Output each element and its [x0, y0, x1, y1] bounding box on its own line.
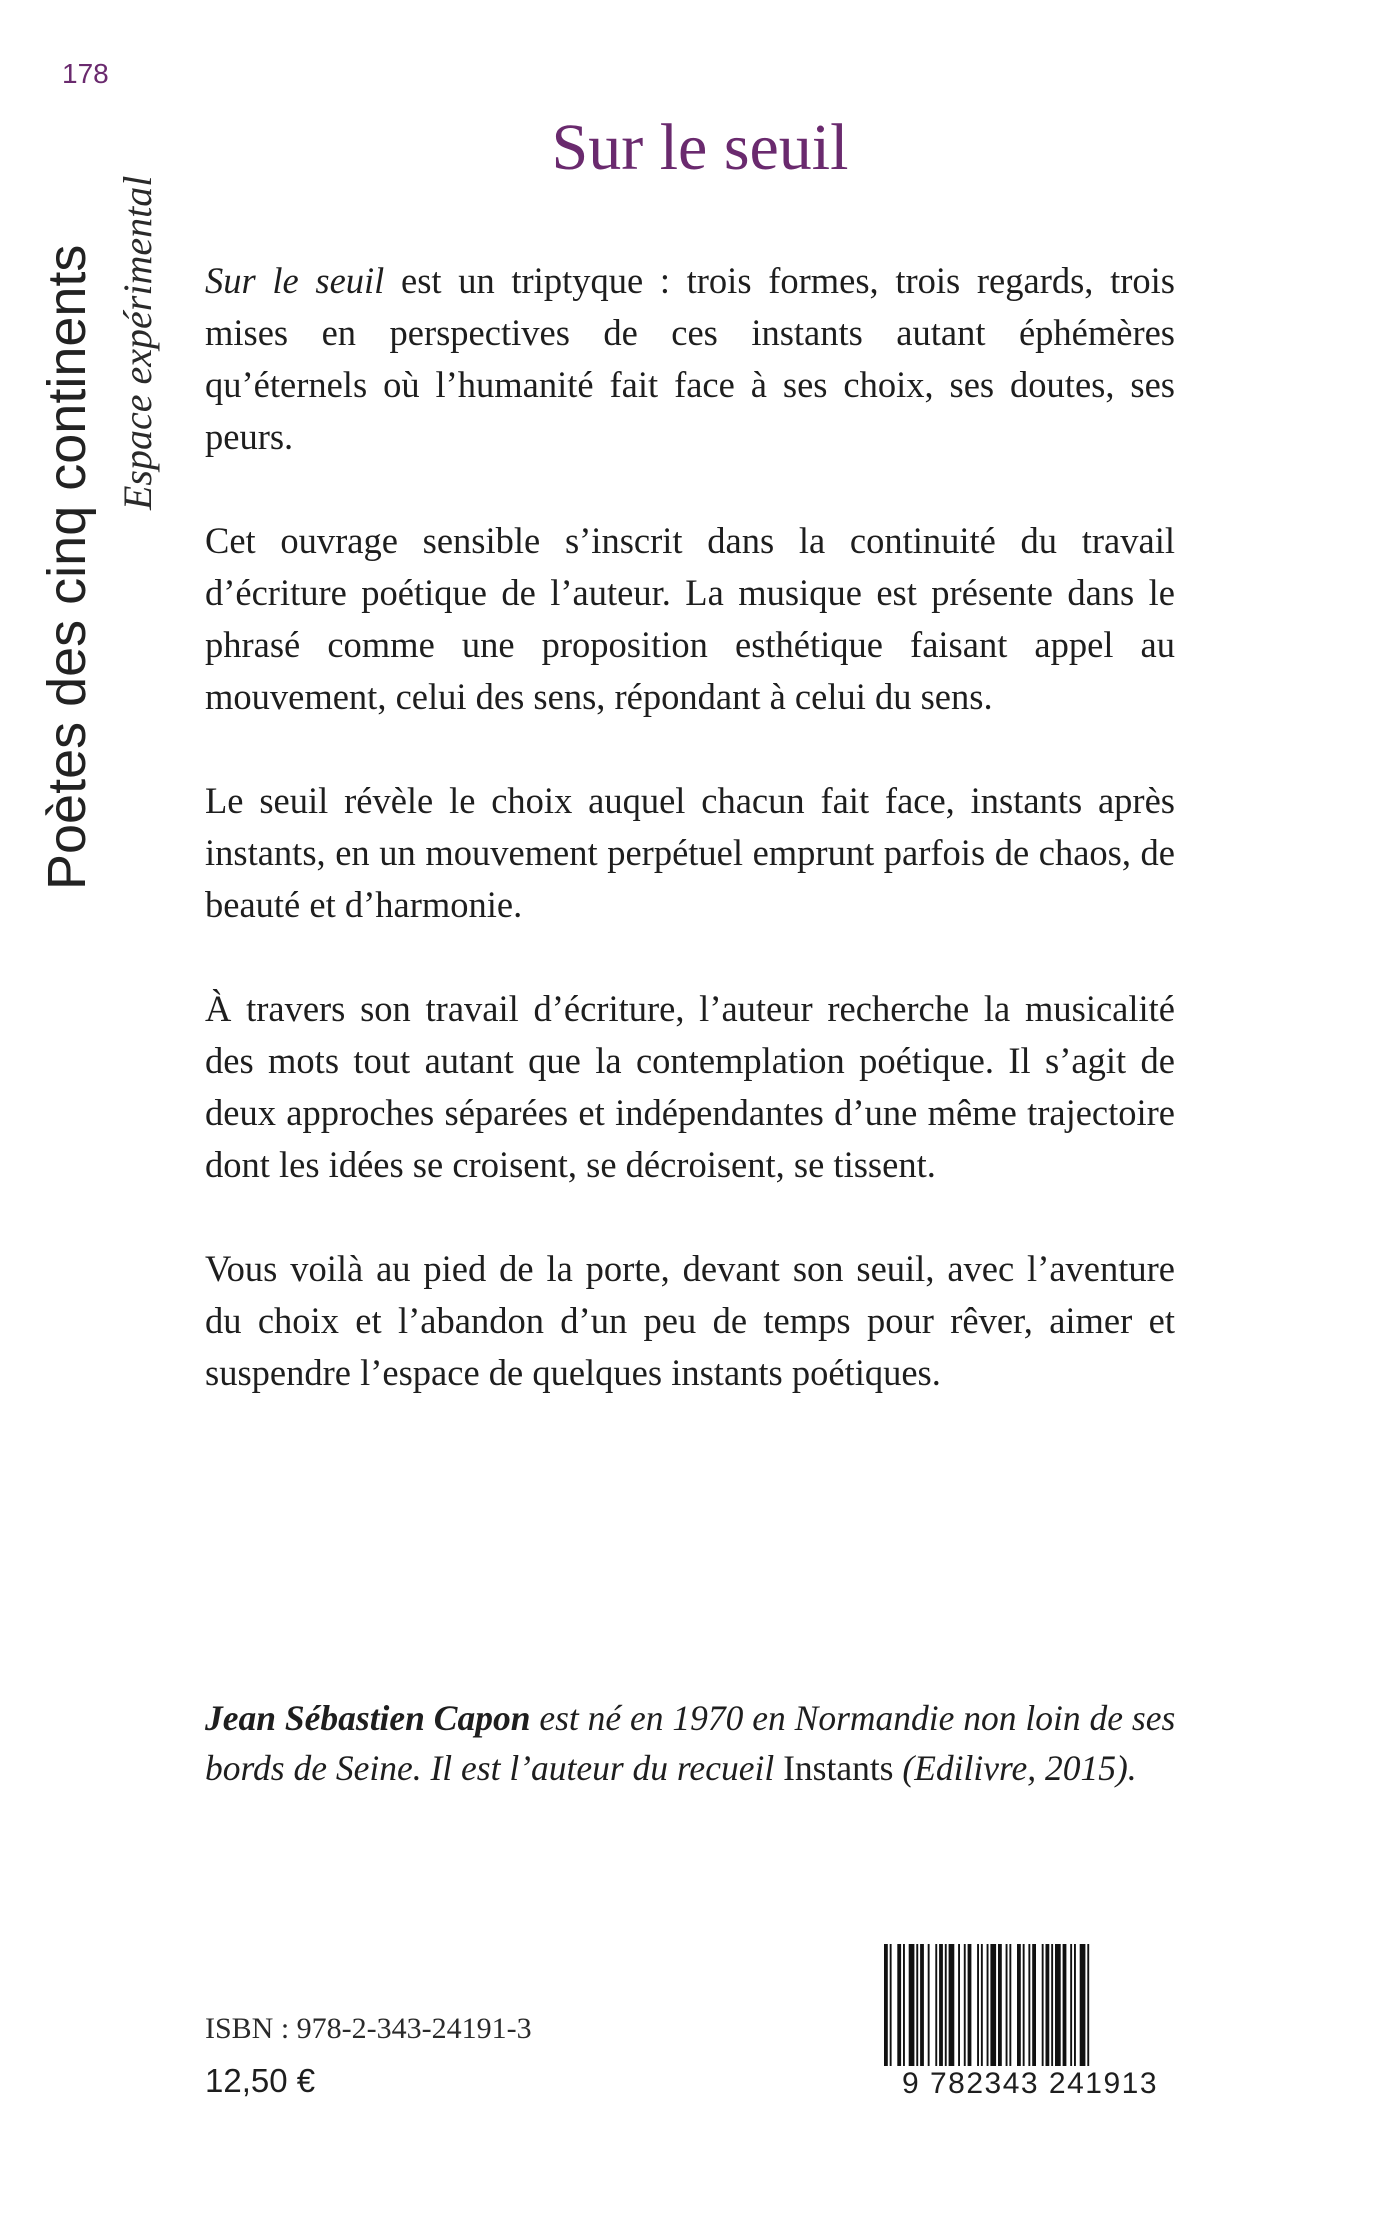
bio-book-title: Instants [783, 1748, 894, 1788]
barcode-bar [981, 1944, 983, 2068]
barcode-bar [964, 1944, 966, 2068]
barcode-bar [987, 1944, 989, 2084]
blurb [205, 255, 1175, 1451]
barcode-bar [1055, 1944, 1061, 2068]
barcode-bar [897, 1944, 901, 2068]
barcode-bar [1042, 1944, 1044, 2068]
paragraph-text: est un triptyque : trois formes, trois regards, trois mises en perspectives de ces instants autant éphémères qu’éternels où l’humanité fait face à ses choix, ses doutes, ses peurs. [205, 260, 1175, 457]
barcode-bar [1009, 1944, 1011, 2068]
barcode-bar [945, 1944, 947, 2068]
title-reference: Sur le seuil [205, 260, 385, 301]
isbn: ISBN : 978-2-343-24191-3 [205, 2012, 532, 2045]
barcode-bar [909, 1944, 915, 2068]
barcode-bar [958, 1944, 960, 2068]
barcode-bar [949, 1944, 955, 2068]
barcode-bar [939, 1944, 943, 2068]
barcode-bar [916, 1944, 918, 2068]
barcode-bar [1070, 1944, 1072, 2068]
bio-text-2: (Edilivre, 2015). [893, 1748, 1137, 1788]
barcode-bar [968, 1944, 972, 2068]
series-title: Poètes des cinq continents [37, 244, 97, 890]
blurb-paragraph-1 [205, 255, 1175, 463]
barcode-bar [998, 1944, 1002, 2068]
barcode-bar [935, 1944, 937, 2068]
page-number: 178 [62, 58, 109, 89]
barcode-bar [1017, 1944, 1021, 2068]
blurb-paragraph-2: Cet ouvrage sensible s’inscrit dans la continuité du travail d’écriture poétique de l’auteur. La musique est présente dans le phrasé comme une proposition esthétique faisant appel au mouvement, celui des sens, répondant à celui du sens. [205, 520, 1175, 717]
barcode-bar [1074, 1944, 1076, 2068]
price: 12,50 € [205, 2062, 316, 2099]
barcode-number: 9 782343 241913 [880, 2066, 1180, 2102]
book-title: Sur le seuil [551, 111, 849, 184]
barcode-bar [1023, 1944, 1025, 2068]
barcode-bar [990, 1944, 996, 2084]
barcode-bar [1087, 1944, 1089, 2084]
blurb-paragraph-4: À travers son travail d’écriture, l’auteur recherche la musicalité des mots tout autant que la contemplation poétique. Il s’agit de deux approches séparées et indépendantes d’une même trajectoire dont les idées se croisent, se décroisent, se tissent. [205, 988, 1175, 1185]
barcode-bar [920, 1944, 924, 2068]
bio-text-1: est né en 1970 en Normandie non loin de ses bords de Seine. Il est l’auteur du recueil [205, 1698, 1176, 1788]
barcode-bar [890, 1944, 892, 2084]
barcode-bar [903, 1944, 905, 2068]
author-name: Jean Sébastien Capon [205, 1698, 531, 1738]
barcode-bar [1032, 1944, 1036, 2068]
blurb-paragraph-3: Le seuil révèle le choix auquel chacun fait face, instants après instants, en un mouvement perpétuel emprunt parfois de chaos, de beauté et d’harmonie. [205, 780, 1175, 925]
barcode-bar [884, 1944, 888, 2084]
barcode-bar [1080, 1944, 1086, 2068]
barcode-bar [928, 1944, 930, 2068]
barcode-bar [1028, 1944, 1030, 2068]
barcode-bar [977, 1944, 979, 2068]
barcode-bar [1063, 1944, 1067, 2068]
blurb-paragraph-5: Vous voilà au pied de la porte, devant son seuil, avec l’aventure du choix et l’abandon d’un peu de temps pour rêver, aimer et suspendre l’espace de quelques instants poétiques. [205, 1248, 1175, 1393]
barcode-bar [1051, 1944, 1053, 2068]
barcode-bar [1006, 1944, 1008, 2068]
author-bio [205, 1693, 1180, 1793]
collection-subtitle: Espace expérimental [115, 175, 160, 510]
barcode-bar [1046, 1944, 1050, 2068]
